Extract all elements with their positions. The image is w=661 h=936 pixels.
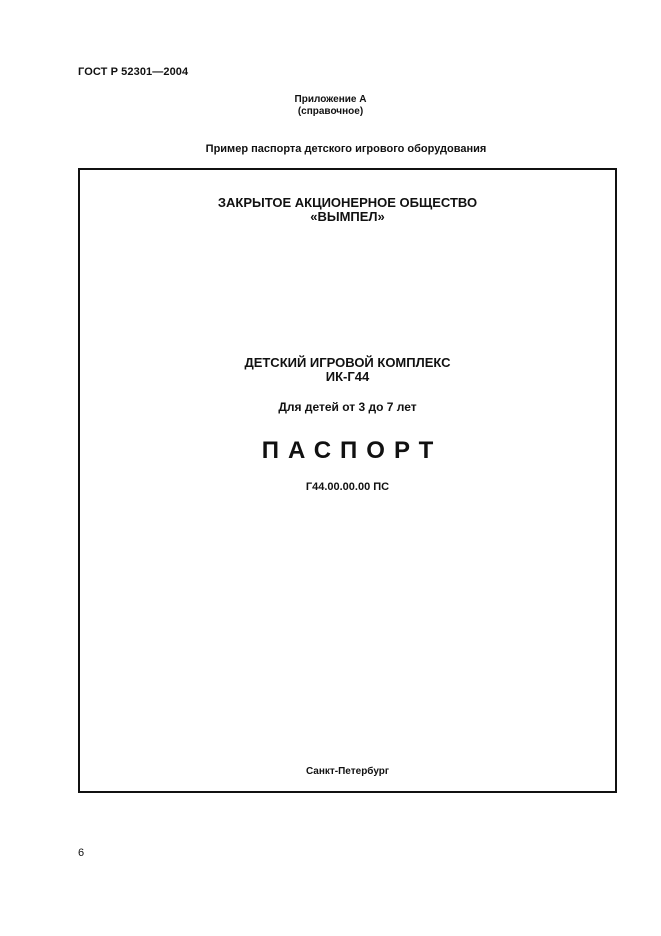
appendix-title: Приложение А — [294, 94, 367, 105]
city: Санкт-Петербург — [305, 766, 390, 777]
page-number: 6 — [78, 847, 85, 859]
product-line-1: ДЕТСКИЙ ИГРОВОЙ КОМПЛЕКС — [244, 355, 451, 370]
figure-caption: Пример паспорта детского игрового оборудования — [205, 143, 487, 155]
company-line-1: ЗАКРЫТОЕ АКЦИОНЕРНОЕ ОБЩЕСТВО — [217, 195, 478, 210]
passport-frame — [78, 168, 617, 793]
product-line-2: ИК-Г44 — [325, 369, 370, 384]
company-line-2: «ВЫМПЕЛ» — [310, 209, 385, 224]
appendix-heading — [0, 94, 661, 118]
appendix-note: (справочное) — [297, 106, 364, 117]
standard-code: ГОСТ Р 52301—2004 — [78, 66, 189, 78]
document-code: Г44.00.00.00 ПС — [305, 481, 390, 493]
product-name — [80, 356, 615, 384]
age-range: Для детей от 3 до 7 лет — [278, 400, 417, 414]
company-name — [80, 196, 615, 224]
passport-title: ПАСПОРТ — [261, 437, 443, 464]
